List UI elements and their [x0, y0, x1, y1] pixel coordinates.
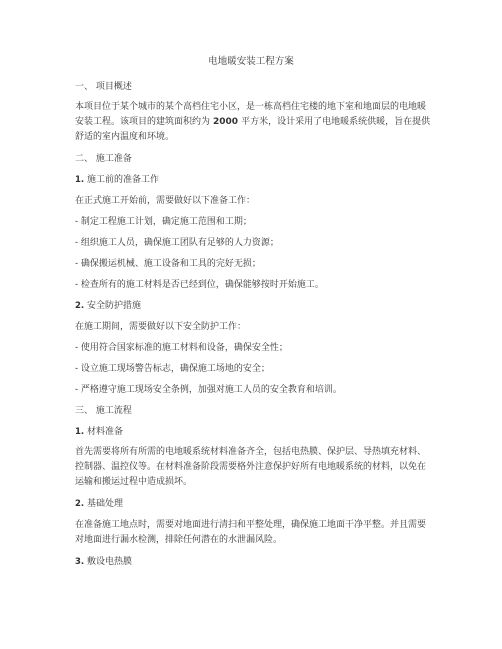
list-item: - 组织施工人员，确保施工团队有足够的人力资源； [75, 238, 279, 248]
subheading-pre-construction: 1. 施工前的准备工作 [75, 175, 160, 185]
overview-paragraph-line-1: 本项目位于某个城市的某个高档住宅小区，是一栋高档住宅楼的地下室和地面层的电地暖 [75, 102, 427, 112]
list-item: - 检查所有的施工材料是否已经到位，确保能够按时开始施工。 [75, 280, 324, 290]
section-heading-preparation: 二、 施工准备 [75, 154, 132, 164]
list-item: - 使用符合国家标准的施工材料和设备，确保安全性； [75, 343, 288, 353]
list-item: - 设立施工现场警告标志，确保施工场地的安全； [75, 364, 270, 374]
subheading-base-treatment: 2. 基础处理 [75, 499, 124, 509]
pre-construction-intro: 在正式施工开始前，需要做好以下准备工作： [75, 196, 256, 206]
list-item: - 确保搬运机械、施工设备和工具的完好无损； [75, 259, 261, 269]
materials-paragraph-line-3: 运输和搬运过程中造成损坏。 [75, 477, 193, 487]
area-value: 2000 [213, 117, 239, 127]
safety-intro: 在施工期间，需要做好以下安全防护工作： [75, 322, 247, 332]
subheading-safety: 2. 安全防护措施 [75, 301, 142, 311]
base-treatment-paragraph-line-2: 对地面进行漏水检测，排除任何潜在的水泄漏风险。 [75, 535, 283, 545]
section-heading-overview: 一、 项目概述 [75, 82, 132, 92]
materials-paragraph-line-2: 控制器、温控仪等。在材料准备阶段需要格外注意保护好所有电地暖系统的材料，以免在 [75, 462, 427, 472]
subheading-heating-film: 3. 敷设电热膜 [75, 557, 133, 567]
section-heading-process: 三、 施工流程 [75, 406, 132, 416]
list-item: - 制定工程施工计划，确定施工范围和工期； [75, 217, 252, 227]
overview-paragraph-line-3: 舒适的室内温度和环境。 [75, 132, 175, 142]
document-title: 电地暖安装工程方案 [208, 56, 294, 67]
base-treatment-paragraph-line-1: 在准备施工地点时，需要对地面进行清扫和平整处理，确保施工地面干净平整。并且需要 [75, 520, 427, 530]
list-item: - 严格遵守施工现场安全条例，加强对施工人员的安全教育和培训。 [75, 385, 342, 395]
materials-paragraph-line-1: 首先需要将所有所需的电地暖系统材料准备齐全，包括电热膜、保护层、导热填充材料、 [75, 447, 427, 457]
overview-paragraph-line-2: 安装工程。该项目的建筑面积约为 2000 平方米，设计采用了电地暖系统供暖，旨在提供 [75, 117, 431, 127]
subheading-materials: 1. 材料准备 [75, 427, 124, 437]
